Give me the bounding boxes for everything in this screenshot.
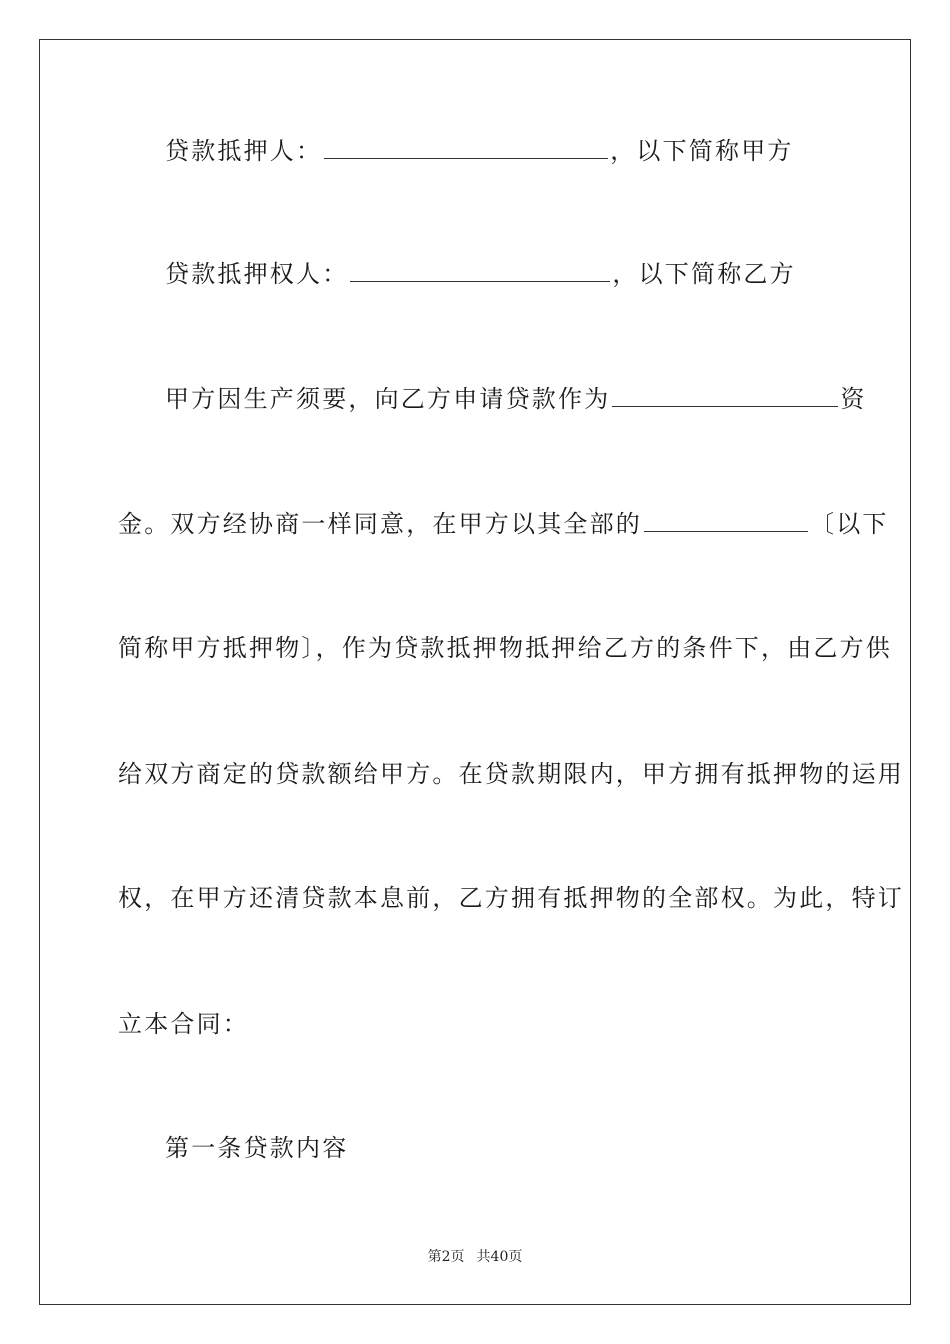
mortgagor-blank[interactable]: [324, 138, 608, 159]
mortgagee-line: [165, 259, 881, 289]
page-total: 共40页: [476, 1249, 523, 1265]
article-1-title: 第一条贷款内容: [165, 1134, 349, 1162]
mortgagor-label: 贷款抵押人：: [165, 137, 323, 165]
preamble-line-1: [165, 384, 881, 414]
page-footer: [0, 1248, 950, 1266]
preamble-line-3: 简称甲方抵押物〕，作为贷款抵押物抵押给乙方的条件下，由乙方供: [118, 634, 892, 662]
preamble-line-5: 权，在甲方还清贷款本息前，乙方拥有抵押物的全部权。为此，特订: [118, 884, 904, 912]
preamble-line-4: 给双方商定的贷款额给甲方。在贷款期限内，甲方拥有抵押物的运用: [118, 760, 904, 788]
loan-purpose-blank[interactable]: [612, 386, 838, 407]
page-border: [39, 39, 911, 1305]
preamble-line-2-suffix: 〔以下: [810, 510, 889, 538]
preamble-line-2-text: 金。双方经协商一样同意，在甲方以其全部的: [118, 510, 642, 538]
mortgagor-line: [165, 136, 881, 166]
preamble-line-1-text: 甲方因生产须要，向乙方申请贷款作为: [165, 385, 611, 413]
preamble-line-1-suffix: 资: [840, 385, 867, 413]
mortgagor-suffix: ，以下简称甲方: [610, 137, 794, 165]
collateral-blank[interactable]: [644, 511, 808, 532]
preamble-line-6: 立本合同：: [118, 1010, 249, 1038]
mortgagee-label: 贷款抵押权人：: [165, 260, 349, 288]
mortgagee-suffix: ，以下简称乙方: [612, 260, 796, 288]
preamble-line-2: [118, 509, 889, 539]
page-number: 第2页: [427, 1249, 465, 1265]
mortgagee-blank[interactable]: [350, 261, 610, 282]
